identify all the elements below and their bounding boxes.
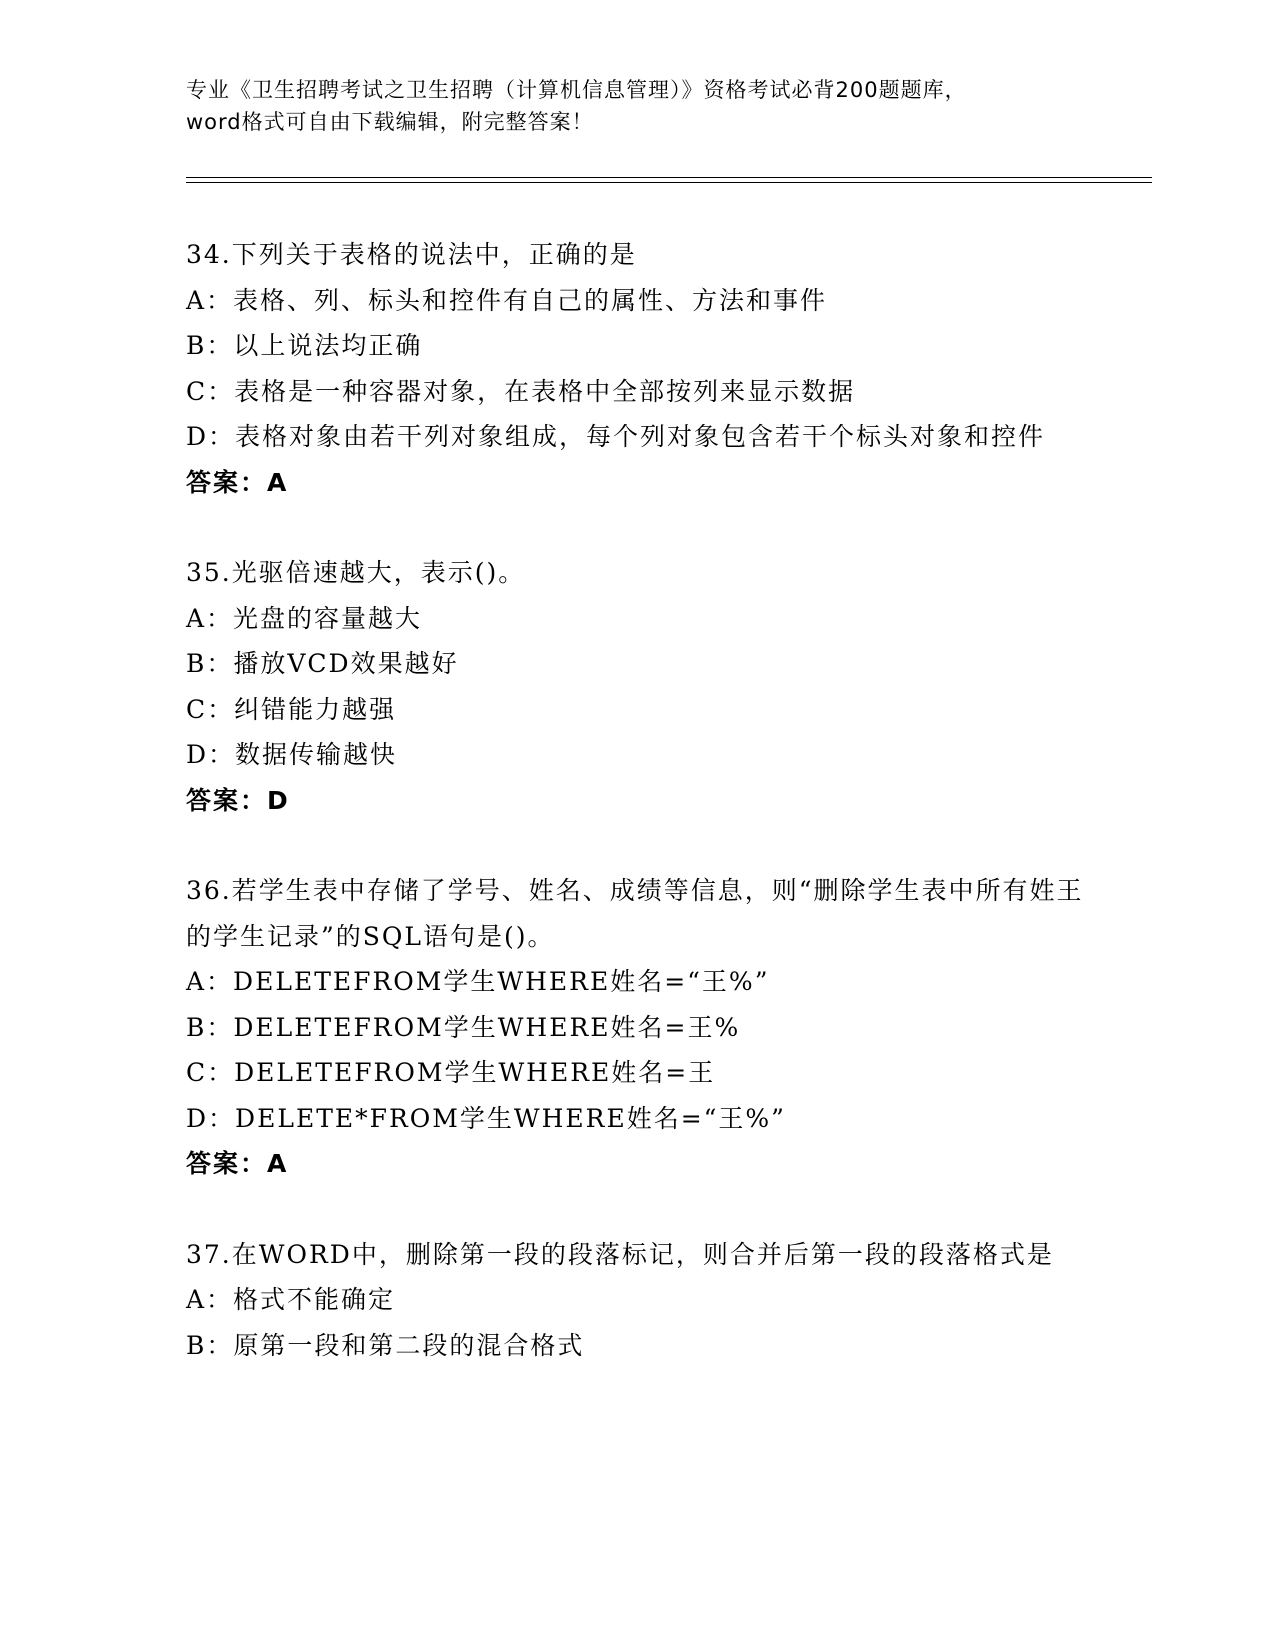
option-b: B：原第一段和第二段的混合格式 [186, 1330, 585, 1360]
option-c: C：纠错能力越强 [186, 694, 397, 724]
question-35 [186, 550, 1086, 823]
option-d: D：DELETE*FROM学生WHERE姓名=“王%” [186, 1103, 786, 1133]
answer-label: 答案：D [186, 785, 290, 815]
option-a: A：表格、列、标头和控件有自己的属性、方法和事件 [186, 285, 828, 315]
option-b: B：DELETEFROM学生WHERE姓名=王% [186, 1012, 741, 1042]
question-list [186, 232, 1086, 1413]
option-d: D：数据传输越快 [186, 740, 398, 769]
option-b: B：播放VCD效果越好 [186, 649, 459, 678]
option-c: C：表格是一种容器对象，在表格中全部按列来显示数据 [186, 376, 856, 406]
header-divider [186, 177, 1152, 183]
question-34 [186, 232, 1086, 505]
question-37 [186, 1232, 1086, 1369]
question-stem: 34.下列关于表格的说法中，正确的是 [186, 240, 637, 269]
question-stem: 35.光驱倍速越大，表示()。 [186, 558, 526, 587]
question-stem: 36.若学生表中存储了学号、姓名、成绩等信息，则“删除学生表中所有姓王的学生记录”的SQL语句是()。 [186, 876, 1084, 951]
question-36 [186, 868, 1086, 1187]
answer-label: 答案：A [186, 467, 289, 497]
option-d: D：表格对象由若干列对象组成，每个列对象包含若干个标头对象和控件 [186, 422, 1046, 451]
question-stem: 37.在WORD中，删除第一段的段落标记，则合并后第一段的段落格式是 [186, 1239, 1054, 1269]
option-a: A：光盘的容量越大 [186, 603, 423, 633]
header-line-2: word格式可自由下载编辑，附完整答案！ [186, 110, 594, 134]
answer-label: 答案：A [186, 1149, 289, 1178]
option-c: C：DELETEFROM学生WHERE姓名=王 [186, 1058, 716, 1087]
header-line-1: 专业《卫生招聘考试之卫生招聘（计算机信息管理）》资格考试必背200题题库， [186, 78, 967, 102]
option-b: B：以上说法均正确 [186, 331, 423, 360]
option-a: A：DELETEFROM学生WHERE姓名=“王%” [186, 967, 770, 996]
document-header [186, 74, 1086, 138]
option-a: A：格式不能确定 [186, 1285, 396, 1314]
